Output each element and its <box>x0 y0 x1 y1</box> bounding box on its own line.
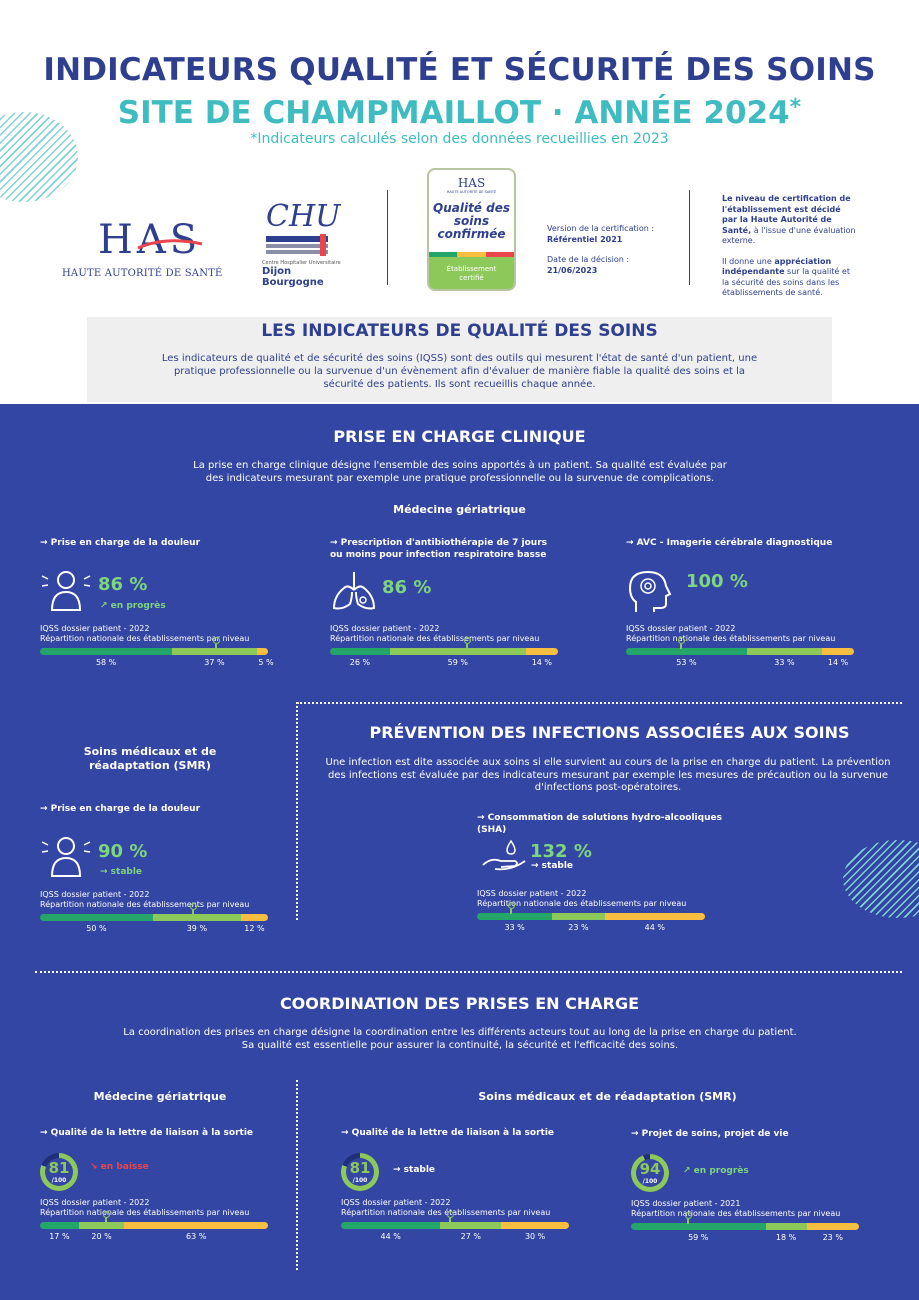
bar-segment-label: 14 % <box>531 658 553 667</box>
score-value: 81 <box>349 1159 371 1177</box>
position-marker-line <box>510 909 511 914</box>
indicator-projet-soins <box>631 1129 866 1242</box>
section-divider <box>296 1080 298 1270</box>
section-divider <box>297 702 902 704</box>
position-marker <box>678 637 685 644</box>
certification-info-text2: Il donne une appréciation indépendante sur la qualité et la sécurité des soins dans les établissements de santé. <box>722 256 850 297</box>
infections-title: PRÉVENTION DES INFECTIONS ASSOCIÉES AUX SOINS <box>369 723 850 742</box>
repartition-bar <box>330 648 558 667</box>
position-marker-line <box>687 1219 688 1224</box>
bar-segment-label: 18 % <box>775 1233 797 1242</box>
indicator-source: IQSS dossier patient - 2022 Répartition nationale des établissements par niveau <box>477 889 687 908</box>
stacked-bar <box>40 1222 268 1229</box>
indicator-avc-imagerie <box>626 538 861 667</box>
bar-segment-1 <box>40 1222 79 1229</box>
bar-segment-3 <box>807 1223 859 1230</box>
bar-segment-1 <box>330 648 390 655</box>
patient-pain-icon <box>40 568 92 612</box>
bar-segment-2 <box>552 913 604 920</box>
score-value: 94 <box>639 1160 661 1178</box>
bar-segment-1 <box>631 1223 766 1230</box>
repartition-bar <box>40 914 268 933</box>
separator <box>387 190 388 285</box>
indicator-title: → Consommation de solutions hydro-alcooliques (SHA) <box>477 813 722 835</box>
bar-segment-label: 17 % <box>49 1232 70 1241</box>
repartition-bar <box>626 648 854 667</box>
data-note: *Indicateurs calculés selon des données recueillies en 2023 <box>250 131 669 147</box>
infections-text: Une infection est dite associée aux soins si elle survient au cours de la prise en charge du patient. La prévention des infections est évaluée par des indicateurs mesurant par exemple les mesures de précaution ou la survenue d'infections post-opératoires. <box>325 757 891 793</box>
bar-segment-2 <box>440 1222 501 1229</box>
clinique-subtitle: Médecine gériatrique <box>393 503 526 516</box>
indicator-title: → Prescription d'antibiothérapie de 7 jours ou moins pour infection respiratoire basse <box>330 538 547 560</box>
badge-footer: Établissement certifié <box>429 257 514 291</box>
bar-segment-label: 33 % <box>774 658 795 667</box>
clinique-text: La prise en charge clinique désigne l'ensemble des soins apportés à un patient. Sa qualité est évaluée par des indicateurs mesurant par exemple une pratique professionnelle ou la survenue de complications. <box>193 460 727 484</box>
bar-segment-label: 20 % <box>91 1232 112 1241</box>
bar-segment-1 <box>626 648 747 655</box>
bar-segment-label: 27 % <box>460 1232 481 1241</box>
bar-segment-label: 23 % <box>568 923 589 932</box>
bar-segment-label: 14 % <box>827 658 849 667</box>
stacked-bar <box>330 648 558 655</box>
repartition-bar <box>477 913 705 932</box>
bar-segment-label: 5 % <box>258 658 274 667</box>
bar-segment-label: 63 % <box>186 1232 207 1241</box>
intro-text: Les indicateurs de qualité et de sécurité des soins (IQSS) sont des outils qui mesurent l'état de santé d'un patient, une pratique professionnelle ou la survenue d'un évènement afin d'évaluer de manière fiable la qualité des soins et la sécurité des patients. Ils sont recueillis chaque année. <box>161 353 758 390</box>
repartition-bar <box>40 648 274 667</box>
indicator-trend: → stable <box>393 1165 436 1175</box>
coordination-sub-smr: Soins médicaux et de réadaptation (SMR) <box>478 1090 737 1103</box>
indicator-source: IQSS dossier patient - 2022 Répartition nationale des établissements par niveau <box>341 1198 551 1217</box>
score-value: 81 <box>48 1159 70 1177</box>
bar-segment-1 <box>40 914 153 921</box>
score-denominator: /100 <box>352 1177 368 1184</box>
score-gauge <box>341 1153 379 1191</box>
bar-segment-2 <box>153 914 241 921</box>
indicator-value: 132 % <box>530 841 592 862</box>
indicator-title: → Prise en charge de la douleur <box>40 804 201 814</box>
bar-segment-label: 59 % <box>447 658 468 667</box>
stacked-bar <box>631 1223 859 1230</box>
bar-segment-1 <box>477 913 552 920</box>
bar-segment-2 <box>79 1222 125 1229</box>
bar-segment-label: 39 % <box>186 924 208 933</box>
bar-segment-label: 58 % <box>95 658 117 667</box>
badge-has-letters: HAS <box>457 176 486 190</box>
has-logo <box>62 218 237 288</box>
bar-segment-label: 30 % <box>524 1232 546 1241</box>
intro-title: LES INDICATEURS DE QUALITÉ DES SOINS <box>261 321 658 341</box>
certification-info-text: Le niveau de certification de l'établissement est décidé par la Haute Autorité de Santé, à l'issue d'une évaluation externe. <box>722 194 856 245</box>
stacked-bar <box>626 648 854 655</box>
has-logo-letters: HAS <box>98 217 202 263</box>
chu-building-icon <box>262 234 342 260</box>
position-marker <box>213 637 220 644</box>
hand-drop-icon <box>481 839 529 871</box>
indicator-title: → Qualité de la lettre de liaison à la sortie <box>40 1128 254 1138</box>
bar-segment-label: 59 % <box>688 1233 709 1242</box>
bar-segment-3 <box>257 648 268 655</box>
bar-segment-label: 44 % <box>380 1232 401 1241</box>
chu-name: Dijon Bourgogne <box>262 266 324 288</box>
indicator-source: IQSS dossier patient - 2022 Répartition nationale des établissements par niveau <box>330 624 540 643</box>
clinique-title: PRISE EN CHARGE CLINIQUE <box>333 427 586 446</box>
lungs-icon <box>330 568 378 612</box>
chu-logo <box>262 199 350 288</box>
certification-details <box>547 224 672 276</box>
stacked-bar <box>477 913 705 920</box>
repartition-bar <box>631 1223 859 1242</box>
indicator-douleur-smr <box>40 804 275 933</box>
bar-segment-3 <box>822 648 854 655</box>
indicator-sha <box>477 813 722 932</box>
position-marker <box>464 637 471 644</box>
indicator-trend: ↗ en progrès <box>100 601 166 611</box>
version-value: Référentiel 2021 <box>547 234 623 244</box>
position-marker-line <box>192 910 193 915</box>
certification-info <box>722 194 857 299</box>
bar-segment-label: 12 % <box>244 924 265 933</box>
bar-segment-label: 44 % <box>644 923 665 932</box>
position-marker <box>103 1211 110 1218</box>
indicator-source: IQSS dossier patient - 2021 Répartition nationale des établissements par niveau <box>631 1199 841 1218</box>
bar-segment-1 <box>341 1222 440 1229</box>
indicator-source: IQSS dossier patient - 2022 Répartition nationale des établissements par niveau <box>40 624 250 643</box>
intro-box <box>87 317 832 402</box>
section-divider <box>35 971 902 973</box>
bar-segment-label: 53 % <box>676 658 697 667</box>
score-gauge <box>631 1154 669 1192</box>
bar-segment-3 <box>501 1222 569 1229</box>
certification-badge <box>427 168 516 291</box>
bar-segment-2 <box>172 648 256 655</box>
stacked-bar <box>341 1222 569 1229</box>
position-marker-line <box>680 644 681 649</box>
score-gauge <box>40 1153 78 1191</box>
indicator-value: 86 % <box>382 577 432 598</box>
position-marker-line <box>449 1218 450 1223</box>
bar-segment-label: 23 % <box>822 1233 843 1242</box>
separator <box>689 190 690 285</box>
has-swoosh-icon <box>136 238 206 252</box>
position-marker-line <box>215 644 216 649</box>
version-label: Version de la certification : <box>547 224 655 233</box>
bar-segment-3 <box>526 648 558 655</box>
badge-has-name: HAUTE AUTORITÉ DE SANTÉ <box>446 190 497 194</box>
indicator-value: 86 % <box>98 574 148 595</box>
stacked-bar <box>40 914 268 921</box>
indicator-source: IQSS dossier patient - 2022 Répartition nationale des établissements par niveau <box>626 624 836 643</box>
patient-pain-icon <box>40 834 92 878</box>
indicator-source: IQSS dossier patient - 2022 Répartition nationale des établissements par niveau <box>40 1198 250 1217</box>
date-value: 21/06/2023 <box>547 265 598 275</box>
repartition-bar <box>341 1222 569 1241</box>
indicator-title: → Qualité de la lettre de liaison à la sortie <box>341 1128 555 1138</box>
indicator-value: 90 % <box>98 841 148 862</box>
bar-segment-3 <box>241 914 268 921</box>
page-subtitle: SITE DE CHAMPMAILLOT · ANNÉE 2024* <box>117 95 802 131</box>
bar-segment-2 <box>390 648 526 655</box>
indicator-lettre-liaison-geriatrie <box>40 1128 275 1241</box>
position-marker-line <box>466 644 467 649</box>
smr-subtitle: Soins médicaux et de réadaptation (SMR) <box>83 745 217 772</box>
bar-segment-3 <box>605 913 705 920</box>
indicator-title: → AVC - Imagerie cérébrale diagnostique <box>626 538 833 548</box>
indicator-trend: → stable <box>531 861 574 871</box>
page-title: INDICATEURS QUALITÉ ET SÉCURITÉ DES SOINS <box>43 52 876 88</box>
position-marker-line <box>105 1218 106 1223</box>
section-divider <box>296 702 298 920</box>
repartition-bar <box>40 1222 268 1241</box>
bar-segment-label: 26 % <box>349 658 371 667</box>
indicator-trend: → stable <box>100 867 143 877</box>
position-marker <box>508 902 515 909</box>
bar-segment-label: 50 % <box>86 924 107 933</box>
bar-segment-1 <box>40 648 172 655</box>
bar-segment-label: 33 % <box>504 923 525 932</box>
indicator-title: → Projet de soins, projet de vie <box>631 1129 789 1139</box>
indicator-douleur-geriatrie <box>40 538 275 667</box>
score-denominator: /100 <box>642 1178 658 1185</box>
indicator-trend: ↘ en baisse <box>90 1162 149 1172</box>
indicator-source: IQSS dossier patient - 2022 Répartition nationale des établissements par niveau <box>40 890 250 909</box>
chu-subtitle: Centre Hospitalier Universitaire <box>262 260 341 266</box>
brain-head-icon <box>626 568 672 614</box>
badge-title: Qualité des soins confirmée <box>433 201 510 241</box>
bar-segment-3 <box>124 1222 268 1229</box>
position-marker <box>685 1212 692 1219</box>
chu-letters: CHU <box>266 199 341 234</box>
coordination-sub-geriatrie: Médecine gériatrique <box>93 1090 227 1103</box>
indicator-lettre-liaison-smr <box>341 1128 576 1241</box>
position-marker <box>190 903 197 910</box>
position-marker <box>447 1211 454 1218</box>
date-label: Date de la décision : <box>547 255 630 264</box>
indicator-antibiotherapie <box>330 538 565 667</box>
bar-segment-2 <box>766 1223 807 1230</box>
bar-segment-label: 37 % <box>204 658 225 667</box>
indicator-value: 100 % <box>686 571 748 592</box>
has-logo-name: HAUTE AUTORITÉ DE SANTÉ <box>62 268 223 279</box>
indicator-title: → Prise en charge de la douleur <box>40 538 201 548</box>
coordination-text: La coordination des prises en charge désigne la coordination entre les différents acteurs tout au long de la prise en charge du patient. Sa qualité est essentielle pour assurer la continuité, la sécurité et l'efficacité des soins. <box>123 1027 797 1051</box>
score-denominator: /100 <box>51 1177 67 1184</box>
coordination-title: COORDINATION DES PRISES EN CHARGE <box>279 994 640 1013</box>
indicator-trend: ↗ en progrès <box>683 1166 749 1176</box>
stacked-bar <box>40 648 268 655</box>
bar-segment-2 <box>747 648 822 655</box>
